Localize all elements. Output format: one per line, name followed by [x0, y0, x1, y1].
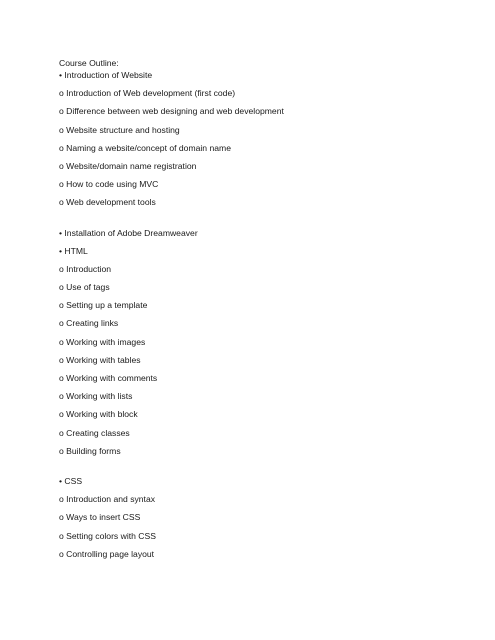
outline-item: o Working with tables: [59, 354, 141, 365]
outline-item: o Working with block: [59, 409, 138, 420]
outline-item: o Creating links: [59, 318, 119, 329]
outline-item: o Web development tools: [59, 197, 156, 208]
outline-item: o Building forms: [59, 445, 121, 456]
outline-item: o Introduction: [59, 263, 112, 274]
outline-item: o Introduction and syntax: [59, 494, 156, 505]
outline-item: o Difference between web designing and web development: [59, 106, 284, 117]
outline-item: o Ways to insert CSS: [59, 512, 141, 523]
outline-item: o Setting up a template: [59, 300, 148, 311]
outline-item: o Setting colors with CSS: [59, 530, 156, 541]
outline-item: o Introduction of Web development (first code): [59, 88, 236, 99]
outline-item: • Introduction of Website: [59, 70, 153, 80]
outline-item: o Website structure and hosting: [59, 124, 180, 135]
outline-item: o Use of tags: [59, 282, 110, 293]
outline-item: o Working with images: [59, 336, 146, 347]
outline-item: o How to code using MVC: [59, 179, 159, 190]
outline-item: o Naming a website/concept of domain name: [59, 142, 231, 153]
outline-item: o Website/domain name registration: [59, 160, 197, 171]
outline-heading: Course Outline:: [59, 58, 119, 68]
course-outline: [59, 57, 459, 566]
outline-item: • CSS: [59, 475, 83, 486]
outline-item: • Installation of Adobe Dreamweaver: [59, 227, 198, 238]
outline-list: [59, 69, 459, 560]
outline-item: o Controlling page layout: [59, 548, 155, 559]
outline-item: • HTML: [59, 245, 88, 256]
outline-item: o Working with comments: [59, 373, 158, 383]
outline-item: o Working with lists: [59, 391, 133, 402]
outline-item: o Creating classes: [59, 427, 130, 438]
